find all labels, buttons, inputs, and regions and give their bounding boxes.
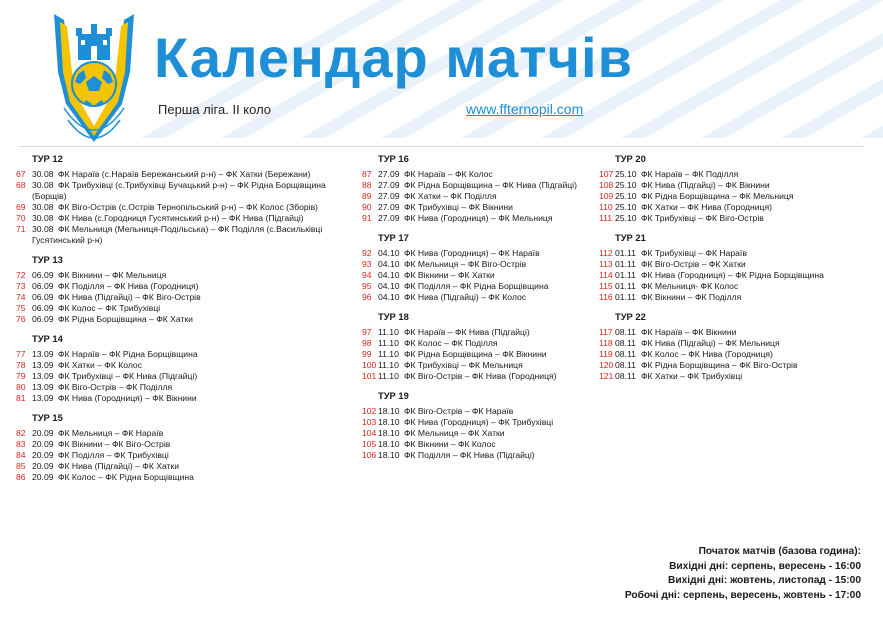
match-row	[16, 281, 326, 292]
match-row	[599, 327, 824, 338]
match-number: 85	[16, 461, 26, 471]
match-row	[16, 461, 326, 472]
match-teams: ФК Вікнини – ФК Віго-Острів	[58, 439, 171, 449]
match-row	[362, 281, 577, 292]
match-teams: ФК Нива (Городниця) – ФК Нараїв	[404, 248, 540, 258]
match-teams: ФК Трибухівці (с.Трибухівці Бучацький р-н) – ФК Рідна Борщівщина	[58, 180, 326, 190]
match-row	[362, 248, 577, 259]
match-row	[599, 281, 824, 292]
match-number: 105	[362, 439, 377, 449]
match-number: 77	[16, 349, 26, 359]
schedule-column-2	[362, 153, 577, 461]
match-row	[599, 360, 824, 371]
round-spacer	[362, 224, 577, 232]
match-date: 01.11	[615, 281, 636, 291]
match-number: 76	[16, 314, 26, 324]
match-date: 11.10	[378, 360, 399, 370]
match-teams: ФК Колос – ФК Поділля	[404, 338, 498, 348]
association-logo	[50, 12, 138, 150]
start-times-heading: Початок матчів (базова година):	[698, 546, 861, 557]
match-date: 04.10	[378, 259, 400, 269]
round-title: ТУР 13	[32, 254, 63, 265]
match-number: 116	[599, 292, 613, 302]
match-row	[362, 360, 577, 371]
round-spacer	[599, 303, 824, 311]
match-teams: ФК Мельниця – ФК Віго-Острів	[404, 259, 527, 269]
match-row	[16, 314, 326, 325]
match-row	[362, 371, 577, 382]
match-row	[16, 382, 326, 393]
match-number: 96	[362, 292, 372, 302]
schedule-column-1	[16, 153, 326, 483]
match-date: 30.08	[32, 202, 54, 212]
match-teams: ФК Нива (Городниця) – ФК Трибухівці	[404, 417, 554, 427]
match-row	[16, 428, 326, 439]
match-row	[16, 393, 326, 404]
match-date: 06.09	[32, 314, 54, 324]
match-date: 13.09	[32, 349, 54, 359]
round-spacer	[362, 382, 577, 390]
match-row	[16, 213, 326, 224]
round-title: ТУР 22	[615, 311, 646, 322]
match-date: 18.10	[378, 450, 400, 460]
round-title: ТУР 15	[32, 412, 63, 423]
match-number: 90	[362, 202, 372, 212]
match-teams: ФК Нива (Городниця) – ФК Рідна Борщівщина	[641, 270, 824, 280]
match-row	[599, 292, 824, 303]
match-teams: ФК Мельниця – ФК Нараїв	[58, 428, 164, 438]
schedule-column-3	[599, 153, 824, 382]
match-number: 95	[362, 281, 372, 291]
match-row	[362, 406, 577, 417]
match-row	[362, 439, 577, 450]
match-row	[16, 349, 326, 360]
match-number: 97	[362, 327, 372, 337]
round-title: ТУР 17	[378, 232, 409, 243]
match-teams: ФК Поділля – ФК Нива (Городниця)	[58, 281, 199, 291]
match-teams: ФК Віго-Острів – ФК Хатки	[641, 259, 746, 269]
match-date: 20.09	[32, 439, 54, 449]
match-teams: ФК Нива (Підгайці) – ФК Вікнини	[641, 180, 770, 190]
round-title: ТУР 14	[32, 333, 63, 344]
match-row	[16, 224, 326, 235]
match-date: 13.09	[32, 360, 54, 370]
match-teams: ФК Нараїв (с.Нараїв Бережанський р-н) – ФК Хатки (Бережани)	[58, 169, 311, 179]
match-date: 11.10	[378, 327, 399, 337]
match-date: 01.11	[615, 259, 636, 269]
match-row	[16, 439, 326, 450]
round-title: ТУР 20	[615, 153, 646, 164]
match-number: 94	[362, 270, 372, 280]
match-teams-continuation: Гусятинський р-н)	[32, 235, 103, 245]
round-title: ТУР 21	[615, 232, 646, 243]
start-time-weekend-aug-sep: Вихідні дні: серпень, вересень - 16:00	[669, 560, 861, 572]
match-row	[16, 270, 326, 281]
match-teams: ФК Колос – ФК Рідна Борщівщина	[58, 472, 194, 482]
match-number: 117	[599, 327, 613, 337]
match-row	[362, 169, 577, 180]
trident-ball-icon	[50, 12, 138, 150]
match-date: 18.10	[378, 439, 400, 449]
match-row	[16, 292, 326, 303]
match-row	[362, 202, 577, 213]
match-teams: ФК Хатки – ФК Колос	[58, 360, 143, 370]
match-teams: ФК Рідна Борщівщина – ФК Хатки	[58, 314, 193, 324]
match-teams: ФК Колос – ФК Нива (Городниця)	[641, 349, 773, 359]
match-row	[362, 259, 577, 270]
match-number: 99	[362, 349, 372, 359]
match-teams: ФК Нараїв – ФК Рідна Борщівщина	[58, 349, 198, 359]
match-date: 06.09	[32, 292, 54, 302]
match-teams: ФК Рідна Борщівщина – ФК Нива (Підгайці)	[404, 180, 577, 190]
match-row	[362, 450, 577, 461]
match-number: 71	[16, 224, 26, 234]
match-row	[599, 248, 824, 259]
match-teams: ФК Хатки – ФК Нива (Городниця)	[641, 202, 772, 212]
match-date: 08.11	[615, 327, 636, 337]
round-title: ТУР 12	[32, 153, 63, 164]
match-teams: ФК Трибухівці – ФК Нива (Підгайці)	[58, 371, 198, 381]
start-times	[625, 545, 861, 603]
match-row	[362, 349, 577, 360]
match-date: 27.09	[378, 202, 400, 212]
match-date: 25.10	[615, 213, 637, 223]
match-number: 118	[599, 338, 613, 348]
match-number: 104	[362, 428, 377, 438]
match-date: 27.09	[378, 169, 400, 179]
page-title: Календар матчів	[154, 26, 634, 89]
match-teams: ФК Віго-Острів – ФК Нараїв	[404, 406, 514, 416]
match-date: 18.10	[378, 417, 400, 427]
match-date: 25.10	[615, 180, 637, 190]
match-row	[599, 371, 824, 382]
match-teams: ФК Віго-Острів – ФК Нива (Городниця)	[404, 371, 557, 381]
match-date: 20.09	[32, 428, 54, 438]
round-spacer	[16, 325, 326, 333]
match-number: 112	[599, 248, 613, 258]
match-number: 75	[16, 303, 26, 313]
match-date: 04.10	[378, 270, 400, 280]
match-date: 11.10	[378, 349, 399, 359]
match-teams: ФК Хатки – ФК Трибухівці	[641, 371, 743, 381]
match-number: 103	[362, 417, 377, 427]
match-number: 68	[16, 180, 26, 190]
match-date: 30.08	[32, 213, 54, 223]
match-number: 79	[16, 371, 26, 381]
match-teams: ФК Нараїв – ФК Поділля	[641, 169, 739, 179]
website-link[interactable]: www.ffternopil.com	[466, 101, 584, 117]
match-number: 114	[599, 270, 613, 280]
match-row	[599, 202, 824, 213]
match-number: 69	[16, 202, 26, 212]
match-date: 08.11	[615, 371, 636, 381]
match-row	[362, 327, 577, 338]
match-number: 92	[362, 248, 372, 258]
round-spacer	[16, 404, 326, 412]
match-row	[16, 202, 326, 213]
match-date: 06.09	[32, 303, 54, 313]
match-teams: ФК Нараїв – ФК Вікнини	[641, 327, 737, 337]
match-date: 27.09	[378, 191, 400, 201]
match-row	[16, 360, 326, 371]
match-date: 13.09	[32, 393, 54, 403]
match-number: 108	[599, 180, 614, 190]
match-number: 80	[16, 382, 26, 392]
match-number: 91	[362, 213, 372, 223]
match-row	[362, 270, 577, 281]
match-date: 30.08	[32, 169, 54, 179]
match-teams: ФК Рідна Борщівщина – ФК Мельниця	[641, 191, 794, 201]
match-number: 110	[599, 202, 613, 212]
start-time-weekend-oct-nov: Вихідні дні: жовтень, листопад - 15:00	[668, 575, 861, 586]
match-number: 86	[16, 472, 26, 482]
match-date: 01.11	[615, 270, 636, 280]
match-number: 120	[599, 360, 614, 370]
match-teams: ФК Трибухівці – ФК Нараїв	[641, 248, 747, 258]
start-time-weekdays: Робочі дні: серпень, вересень, жовтень - 17:00	[624, 589, 861, 601]
match-teams: ФК Вікнини – ФК Колос	[404, 439, 496, 449]
match-number: 102	[362, 406, 377, 416]
match-teams: ФК Колос – ФК Трибухівці	[58, 303, 161, 313]
match-teams: ФК Нива (с.Городниця Гусятинський р-н) – ФК Нива (Підгайці)	[58, 213, 304, 223]
match-row	[599, 191, 824, 202]
round-title: ТУР 19	[378, 390, 409, 401]
match-row	[599, 213, 824, 224]
match-date: 06.09	[32, 281, 54, 291]
match-row	[362, 180, 577, 191]
match-date: 01.11	[615, 292, 636, 302]
match-number: 109	[599, 191, 614, 201]
match-number: 119	[599, 349, 613, 359]
match-number: 87	[362, 169, 372, 179]
match-date: 25.10	[615, 191, 637, 201]
match-row	[362, 213, 577, 224]
match-row	[599, 338, 824, 349]
match-teams: ФК Рідна Борщівщина – ФК Вікнини	[404, 349, 547, 359]
match-teams: ФК Нива (Підгайці) – ФК Віго-Острів	[58, 292, 201, 302]
match-date: 06.09	[32, 270, 54, 280]
round-spacer	[599, 224, 824, 232]
match-date: 30.08	[32, 180, 54, 190]
match-number: 83	[16, 439, 26, 449]
match-date: 11.10	[378, 371, 399, 381]
match-number: 101	[362, 371, 377, 381]
match-number: 115	[599, 281, 613, 291]
match-date: 04.10	[378, 281, 400, 291]
match-row	[362, 338, 577, 349]
match-row	[16, 472, 326, 483]
match-date: 04.10	[378, 292, 400, 302]
match-number: 121	[599, 371, 614, 381]
match-row	[362, 191, 577, 202]
match-row	[362, 417, 577, 428]
match-teams: ФК Трибухівці – ФК Вікнини	[404, 202, 513, 212]
match-number: 113	[599, 259, 613, 269]
match-date: 18.10	[378, 406, 400, 416]
match-number: 107	[599, 169, 614, 179]
match-date: 11.10	[378, 338, 399, 348]
match-number: 81	[16, 393, 26, 403]
match-date: 18.10	[378, 428, 400, 438]
match-teams: ФК Вікнини – ФК Мельниця	[58, 270, 167, 280]
match-teams: ФК Віго-Острів (с.Острів Тернопільський р-н) – ФК Колос (Зборів)	[58, 202, 319, 212]
match-number: 73	[16, 281, 26, 291]
match-teams: ФК Рідна Борщівщина – ФК Віго-Острів	[641, 360, 798, 370]
match-teams: ФК Вікнини – ФК Поділля	[641, 292, 742, 302]
match-teams: ФК Нива (Підгайці) – ФК Хатки	[58, 461, 180, 471]
match-number: 70	[16, 213, 26, 223]
match-row	[599, 270, 824, 281]
match-number: 84	[16, 450, 26, 460]
match-number: 100	[362, 360, 377, 370]
round-spacer	[362, 303, 577, 311]
match-number: 78	[16, 360, 26, 370]
match-teams: ФК Поділля – ФК Нива (Підгайці)	[404, 450, 535, 460]
match-teams: ФК Поділля – ФК Трибухівці	[58, 450, 169, 460]
match-date: 13.09	[32, 371, 54, 381]
match-teams: ФК Нива (Городниця) – ФК Мельниця	[404, 213, 553, 223]
match-date: 20.09	[32, 461, 54, 471]
match-date: 08.11	[615, 349, 636, 359]
match-teams: ФК Вікнини – ФК Хатки	[404, 270, 495, 280]
match-row	[599, 169, 824, 180]
match-number: 93	[362, 259, 372, 269]
header-divider	[18, 146, 864, 147]
round-title: ТУР 16	[378, 153, 409, 164]
match-teams: ФК Нараїв – ФК Нива (Підгайці)	[404, 327, 530, 337]
match-row	[362, 428, 577, 439]
match-number: 111	[599, 213, 613, 223]
match-date: 27.09	[378, 180, 400, 190]
match-date: 20.09	[32, 472, 54, 482]
match-row	[16, 303, 326, 314]
match-date: 25.10	[615, 169, 637, 179]
match-number: 72	[16, 270, 26, 280]
match-date: 01.11	[615, 248, 636, 258]
match-teams: ФК Нива (Підгайці) – ФК Мельниця	[641, 338, 780, 348]
match-teams: ФК Трибухівці – ФК Мельниця	[404, 360, 523, 370]
match-row	[599, 259, 824, 270]
match-number: 88	[362, 180, 372, 190]
round-spacer	[16, 246, 326, 254]
match-row	[16, 169, 326, 180]
league-subtitle: Перша ліга. ІІ коло	[158, 102, 272, 117]
match-date: 25.10	[615, 202, 637, 212]
match-row	[16, 180, 326, 191]
match-teams: ФК Нива (Городниця) – ФК Вікнини	[58, 393, 197, 403]
match-teams: ФК Трибухівці – ФК Віго-Острів	[641, 213, 764, 223]
match-date: 20.09	[32, 450, 54, 460]
match-number: 98	[362, 338, 372, 348]
match-date: 08.11	[615, 338, 636, 348]
match-date: 08.11	[615, 360, 636, 370]
match-date: 13.09	[32, 382, 54, 392]
match-row	[16, 371, 326, 382]
match-date: 27.09	[378, 213, 400, 223]
match-date: 04.10	[378, 248, 400, 258]
match-teams: ФК Хатки – ФК Поділля	[404, 191, 497, 201]
match-row	[16, 450, 326, 461]
match-number: 82	[16, 428, 26, 438]
match-teams: ФК Поділля – ФК Рідна Борщівщина	[404, 281, 549, 291]
match-date: 30.08	[32, 224, 54, 234]
match-number: 67	[16, 169, 26, 179]
match-teams: ФК Мельниця – ФК Хатки	[404, 428, 505, 438]
match-number: 89	[362, 191, 372, 201]
match-row	[362, 292, 577, 303]
round-title: ТУР 18	[378, 311, 409, 322]
match-teams: ФК Мельниця (Мельниця-Подільська) – ФК Поділля (с.Васильківці	[58, 224, 323, 234]
match-teams: ФК Нараїв – ФК Колос	[404, 169, 493, 179]
match-number: 106	[362, 450, 377, 460]
match-row	[599, 180, 824, 191]
match-teams-continuation: (Борщів)	[32, 191, 67, 201]
match-row	[599, 349, 824, 360]
match-teams: ФК Мельниця- ФК Колос	[641, 281, 739, 291]
match-teams: ФК Віго-Острів – ФК Поділля	[58, 382, 173, 392]
match-teams: ФК Нива (Підгайці) – ФК Колос	[404, 292, 527, 302]
match-number: 74	[16, 292, 26, 302]
